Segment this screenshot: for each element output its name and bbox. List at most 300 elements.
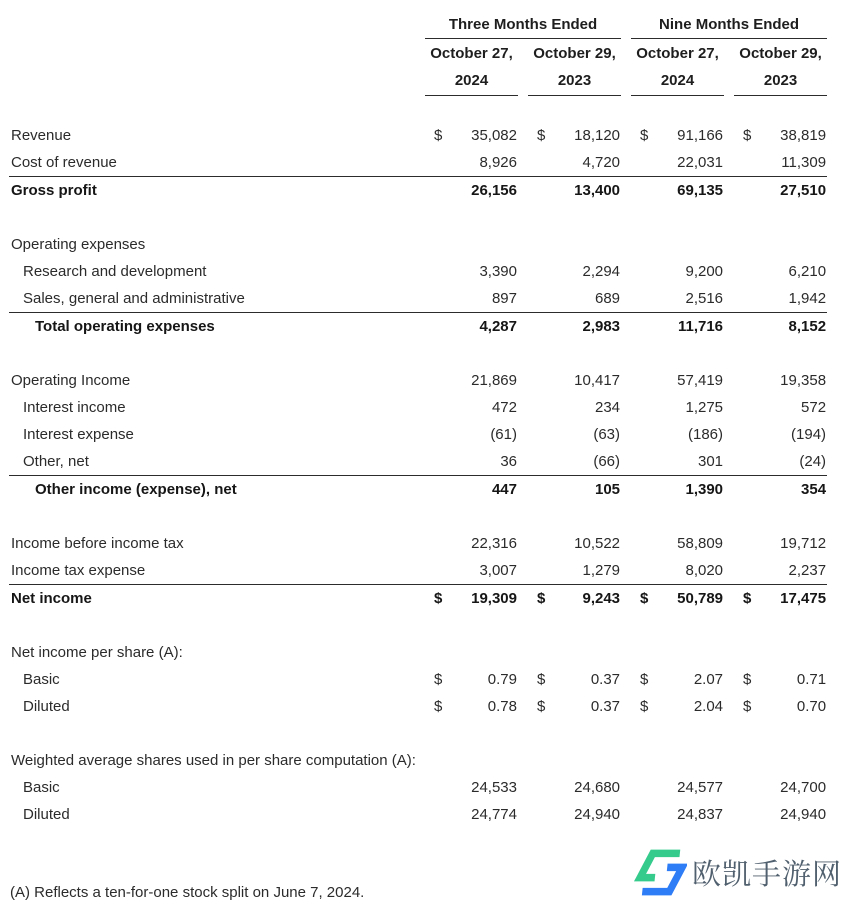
value: 6,210	[788, 263, 827, 280]
value: 35,082	[471, 127, 517, 144]
value-cell	[528, 448, 621, 476]
group-gap	[621, 10, 631, 39]
spacer-row	[9, 96, 827, 123]
column-gap	[518, 801, 528, 828]
value: 69,135	[677, 182, 724, 199]
column-gap	[724, 258, 734, 285]
value: 2,516	[685, 290, 724, 307]
table-row	[9, 231, 827, 258]
value: 4,720	[582, 154, 621, 171]
row-label: Interest expense	[23, 426, 134, 443]
column-gap	[621, 149, 631, 177]
value: 301	[698, 453, 724, 470]
value-cell	[425, 530, 518, 557]
value: 2,294	[582, 263, 621, 280]
column-gap	[724, 774, 734, 801]
value: 3,007	[479, 562, 517, 579]
value-cell	[528, 367, 621, 394]
column-gap	[518, 177, 528, 205]
value-cell	[631, 285, 724, 313]
value: 2,983	[582, 318, 621, 335]
column-gap	[518, 639, 528, 666]
row-label: Income before income tax	[11, 535, 184, 552]
column-gap	[724, 747, 734, 774]
value: 91,166	[677, 127, 724, 144]
value-cell	[425, 231, 518, 258]
value-cell	[528, 666, 621, 693]
value: 19,712	[780, 535, 827, 552]
value: 58,809	[677, 535, 724, 552]
value: 3,390	[479, 263, 517, 280]
value: 24,940	[780, 806, 827, 823]
column-gap	[621, 258, 631, 285]
value-cell	[425, 448, 518, 476]
table-row	[9, 285, 827, 313]
value: 0.79	[487, 671, 517, 688]
value-cell	[425, 285, 518, 313]
value-cell	[734, 258, 827, 285]
spacer-row	[9, 720, 827, 747]
value-cell	[631, 149, 724, 177]
value-cell	[528, 693, 621, 720]
value-cell	[734, 231, 827, 258]
row-label: Interest income	[23, 399, 126, 416]
value-cell	[425, 177, 518, 205]
column-gap	[518, 149, 528, 177]
column-gap	[518, 557, 528, 585]
value-cell	[528, 421, 621, 448]
row-label: Net income per share (A):	[11, 644, 183, 661]
value-cell	[425, 122, 518, 149]
row-label: Revenue	[11, 127, 72, 144]
column-gap	[518, 693, 528, 720]
table-row	[9, 313, 827, 341]
column-gap	[724, 313, 734, 341]
table-row	[9, 666, 827, 693]
currency-symbol: $	[537, 590, 546, 607]
value-cell	[734, 639, 827, 666]
column-gap	[724, 476, 734, 504]
value: 50,789	[677, 590, 724, 607]
row-label: Sales, general and administrative	[23, 290, 245, 307]
value-cell	[425, 421, 518, 448]
value-cell	[528, 149, 621, 177]
table-row	[9, 639, 827, 666]
value: 22,316	[471, 535, 517, 552]
value: 897	[491, 290, 517, 307]
value-cell	[528, 258, 621, 285]
value-cell	[734, 122, 827, 149]
value-cell	[631, 774, 724, 801]
table-row	[9, 476, 827, 504]
value-cell	[528, 394, 621, 421]
value-cell	[425, 747, 518, 774]
value-cell	[631, 585, 724, 613]
value-cell	[528, 530, 621, 557]
value-cell	[734, 666, 827, 693]
column-group-header-row	[9, 10, 827, 39]
income-statement-table	[9, 10, 827, 828]
value-cell	[734, 285, 827, 313]
value-cell	[528, 476, 621, 504]
value: 1,275	[685, 399, 724, 416]
value: 0.37	[590, 698, 621, 715]
row-label: Research and development	[23, 263, 207, 280]
value: 0.70	[796, 698, 827, 715]
value: 2,237	[788, 562, 827, 579]
currency-symbol: $	[434, 590, 443, 607]
value: 8,926	[479, 154, 517, 171]
column-gap	[518, 747, 528, 774]
column-gap	[621, 557, 631, 585]
table-row	[9, 585, 827, 613]
value: 36	[500, 453, 517, 470]
value-cell	[425, 801, 518, 828]
column-gap	[724, 39, 734, 96]
value: 472	[491, 399, 517, 416]
value: 2.07	[693, 671, 724, 688]
currency-symbol: $	[434, 671, 443, 688]
column-gap	[724, 394, 734, 421]
value: 8,020	[685, 562, 724, 579]
value-cell	[425, 476, 518, 504]
value-cell	[631, 367, 724, 394]
column-gap	[621, 747, 631, 774]
column-gap	[518, 530, 528, 557]
value-cell	[425, 313, 518, 341]
column-gap	[518, 39, 528, 96]
value-cell	[734, 557, 827, 585]
column-gap	[621, 39, 631, 96]
column-gap	[724, 639, 734, 666]
table-row	[9, 448, 827, 476]
column-gap	[518, 666, 528, 693]
value-cell	[425, 774, 518, 801]
watermark-logo-icon	[631, 847, 687, 904]
column-gap	[724, 177, 734, 205]
value-cell	[734, 801, 827, 828]
value-cell	[631, 448, 724, 476]
currency-symbol: $	[640, 671, 649, 688]
column-gap	[724, 448, 734, 476]
currency-symbol: $	[640, 698, 649, 715]
table-row	[9, 774, 827, 801]
value: 24,837	[677, 806, 724, 823]
column-gap	[518, 421, 528, 448]
value-cell	[734, 394, 827, 421]
value-cell	[425, 557, 518, 585]
table-row	[9, 557, 827, 585]
currency-symbol: $	[743, 698, 752, 715]
row-label: Diluted	[23, 698, 70, 715]
value-cell	[631, 747, 724, 774]
value: 1,390	[685, 481, 724, 498]
value-cell	[734, 448, 827, 476]
value-cell	[631, 530, 724, 557]
value-cell	[528, 747, 621, 774]
column-gap	[621, 476, 631, 504]
value-cell	[734, 476, 827, 504]
column-gap	[621, 421, 631, 448]
value-cell	[425, 585, 518, 613]
value-cell	[425, 149, 518, 177]
value: 24,533	[471, 779, 517, 796]
value-cell	[734, 530, 827, 557]
column-gap	[621, 693, 631, 720]
column-gap	[621, 530, 631, 557]
currency-symbol: $	[537, 698, 546, 715]
date-header-row	[9, 39, 827, 96]
value-cell	[631, 801, 724, 828]
date-header: October 27, 2024	[425, 39, 518, 96]
table-row	[9, 122, 827, 149]
table-row	[9, 258, 827, 285]
value: 24,700	[780, 779, 827, 796]
value-cell	[528, 639, 621, 666]
value-cell	[734, 313, 827, 341]
column-gap	[724, 557, 734, 585]
value-cell	[425, 693, 518, 720]
row-label: Cost of revenue	[11, 154, 117, 171]
column-gap	[724, 530, 734, 557]
value: 24,940	[574, 806, 621, 823]
value-cell	[425, 394, 518, 421]
column-gap	[724, 421, 734, 448]
date-header: October 27, 2024	[631, 39, 724, 96]
value: (186)	[688, 426, 724, 443]
column-gap	[518, 285, 528, 313]
footnote: (A) Reflects a ten-for-one stock split on June 7, 2024.	[10, 884, 365, 901]
value: 24,577	[677, 779, 724, 796]
table-row	[9, 367, 827, 394]
column-gap	[621, 394, 631, 421]
value-cell	[734, 367, 827, 394]
header-spacer	[9, 10, 425, 39]
value: 105	[595, 481, 621, 498]
header-spacer	[9, 39, 425, 96]
value-cell	[528, 774, 621, 801]
value-cell	[734, 693, 827, 720]
column-gap	[621, 666, 631, 693]
value: 24,680	[574, 779, 621, 796]
spacer-row	[9, 340, 827, 367]
table-row	[9, 421, 827, 448]
value: 354	[801, 481, 827, 498]
row-label: Weighted average shares used in per share computation (A):	[11, 752, 416, 769]
column-gap	[724, 367, 734, 394]
column-gap	[518, 448, 528, 476]
column-gap	[621, 231, 631, 258]
table-row	[9, 530, 827, 557]
value: 10,417	[574, 372, 621, 389]
column-gap	[621, 448, 631, 476]
column-gap	[621, 177, 631, 205]
column-gap	[518, 476, 528, 504]
spacer-row	[9, 503, 827, 530]
value: 57,419	[677, 372, 724, 389]
currency-symbol: $	[640, 127, 649, 144]
value: (194)	[791, 426, 827, 443]
currency-symbol: $	[743, 671, 752, 688]
column-gap	[518, 231, 528, 258]
value-cell	[631, 421, 724, 448]
value-cell	[631, 693, 724, 720]
currency-symbol: $	[743, 127, 752, 144]
table-row	[9, 394, 827, 421]
column-gap	[724, 801, 734, 828]
value: 0.78	[487, 698, 517, 715]
value-cell	[425, 639, 518, 666]
value: 9,200	[685, 263, 724, 280]
row-label: Operating Income	[11, 372, 131, 389]
value: 4,287	[479, 318, 517, 335]
value: 22,031	[677, 154, 724, 171]
value: 0.37	[590, 671, 621, 688]
column-gap	[518, 367, 528, 394]
row-label: Other, net	[23, 453, 89, 470]
value: 11,716	[677, 318, 724, 335]
value: (63)	[593, 426, 621, 443]
value: 9,243	[582, 590, 621, 607]
value: 21,869	[471, 372, 517, 389]
value-cell	[734, 149, 827, 177]
column-gap	[724, 122, 734, 149]
value-cell	[425, 666, 518, 693]
column-gap	[621, 639, 631, 666]
col-group-three-months: Three Months Ended	[425, 10, 621, 39]
row-label: Income tax expense	[11, 562, 146, 579]
column-gap	[518, 774, 528, 801]
value: (66)	[593, 453, 621, 470]
currency-symbol: $	[537, 127, 546, 144]
value-cell	[631, 177, 724, 205]
column-gap	[621, 285, 631, 313]
value-cell	[631, 313, 724, 341]
currency-symbol: $	[743, 590, 752, 607]
spacer-row	[9, 612, 827, 639]
value: 11,309	[781, 154, 827, 171]
value-cell	[631, 557, 724, 585]
value-cell	[425, 367, 518, 394]
row-label: Operating expenses	[11, 236, 146, 253]
value: 1,942	[788, 290, 827, 307]
date-header: October 29, 2023	[528, 39, 621, 96]
value-cell	[734, 747, 827, 774]
value: 17,475	[780, 590, 827, 607]
row-label: Net income	[9, 585, 425, 613]
value: 13,400	[574, 182, 621, 199]
column-gap	[518, 122, 528, 149]
col-group-nine-months: Nine Months Ended	[631, 10, 827, 39]
row-label: Diluted	[23, 806, 70, 823]
value-cell	[528, 122, 621, 149]
table-row	[9, 693, 827, 720]
value-cell	[631, 476, 724, 504]
date-header: October 29, 2023	[734, 39, 827, 96]
value: 572	[801, 399, 827, 416]
column-gap	[518, 258, 528, 285]
value-cell	[734, 421, 827, 448]
value: 19,309	[471, 590, 517, 607]
value: 689	[595, 290, 621, 307]
column-gap	[518, 585, 528, 613]
value: 38,819	[780, 127, 827, 144]
currency-symbol: $	[434, 127, 443, 144]
value-cell	[631, 394, 724, 421]
value-cell	[734, 774, 827, 801]
column-gap	[724, 585, 734, 613]
value: 234	[595, 399, 621, 416]
value: 0.71	[796, 671, 827, 688]
column-gap	[518, 313, 528, 341]
value-cell	[631, 231, 724, 258]
value-cell	[734, 177, 827, 205]
value: 18,120	[574, 127, 621, 144]
value-cell	[631, 122, 724, 149]
value-cell	[528, 177, 621, 205]
column-gap	[724, 149, 734, 177]
value: 8,152	[788, 318, 827, 335]
table-row	[9, 177, 827, 205]
column-gap	[621, 367, 631, 394]
row-label: Basic	[23, 671, 60, 688]
value-cell	[528, 231, 621, 258]
row-label: Other income (expense), net	[9, 476, 425, 504]
column-gap	[621, 801, 631, 828]
value: (61)	[490, 426, 517, 443]
currency-symbol: $	[537, 671, 546, 688]
column-gap	[621, 122, 631, 149]
value-cell	[528, 801, 621, 828]
value-cell	[528, 285, 621, 313]
row-label: Total operating expenses	[9, 313, 425, 341]
value: 10,522	[574, 535, 621, 552]
value-cell	[425, 258, 518, 285]
value-cell	[631, 666, 724, 693]
row-label: Gross profit	[9, 177, 425, 205]
table-row	[9, 149, 827, 177]
table-row	[9, 801, 827, 828]
value: 1,279	[582, 562, 621, 579]
column-gap	[724, 693, 734, 720]
column-gap	[724, 666, 734, 693]
column-gap	[724, 285, 734, 313]
currency-symbol: $	[434, 698, 443, 715]
value: (24)	[799, 453, 827, 470]
value: 2.04	[693, 698, 724, 715]
table-row	[9, 747, 827, 774]
column-gap	[621, 774, 631, 801]
column-gap	[518, 394, 528, 421]
value: 24,774	[471, 806, 517, 823]
value-cell	[631, 258, 724, 285]
value-cell	[734, 585, 827, 613]
value: 447	[491, 481, 517, 498]
value: 26,156	[471, 182, 517, 199]
value-cell	[528, 557, 621, 585]
currency-symbol: $	[640, 590, 649, 607]
row-label: Basic	[23, 779, 60, 796]
value-cell	[631, 639, 724, 666]
value: 27,510	[780, 182, 827, 199]
column-gap	[621, 313, 631, 341]
column-gap	[724, 231, 734, 258]
watermark	[631, 847, 842, 904]
column-gap	[621, 585, 631, 613]
spacer-row	[9, 204, 827, 231]
value: 19,358	[780, 372, 827, 389]
value-cell	[528, 585, 621, 613]
